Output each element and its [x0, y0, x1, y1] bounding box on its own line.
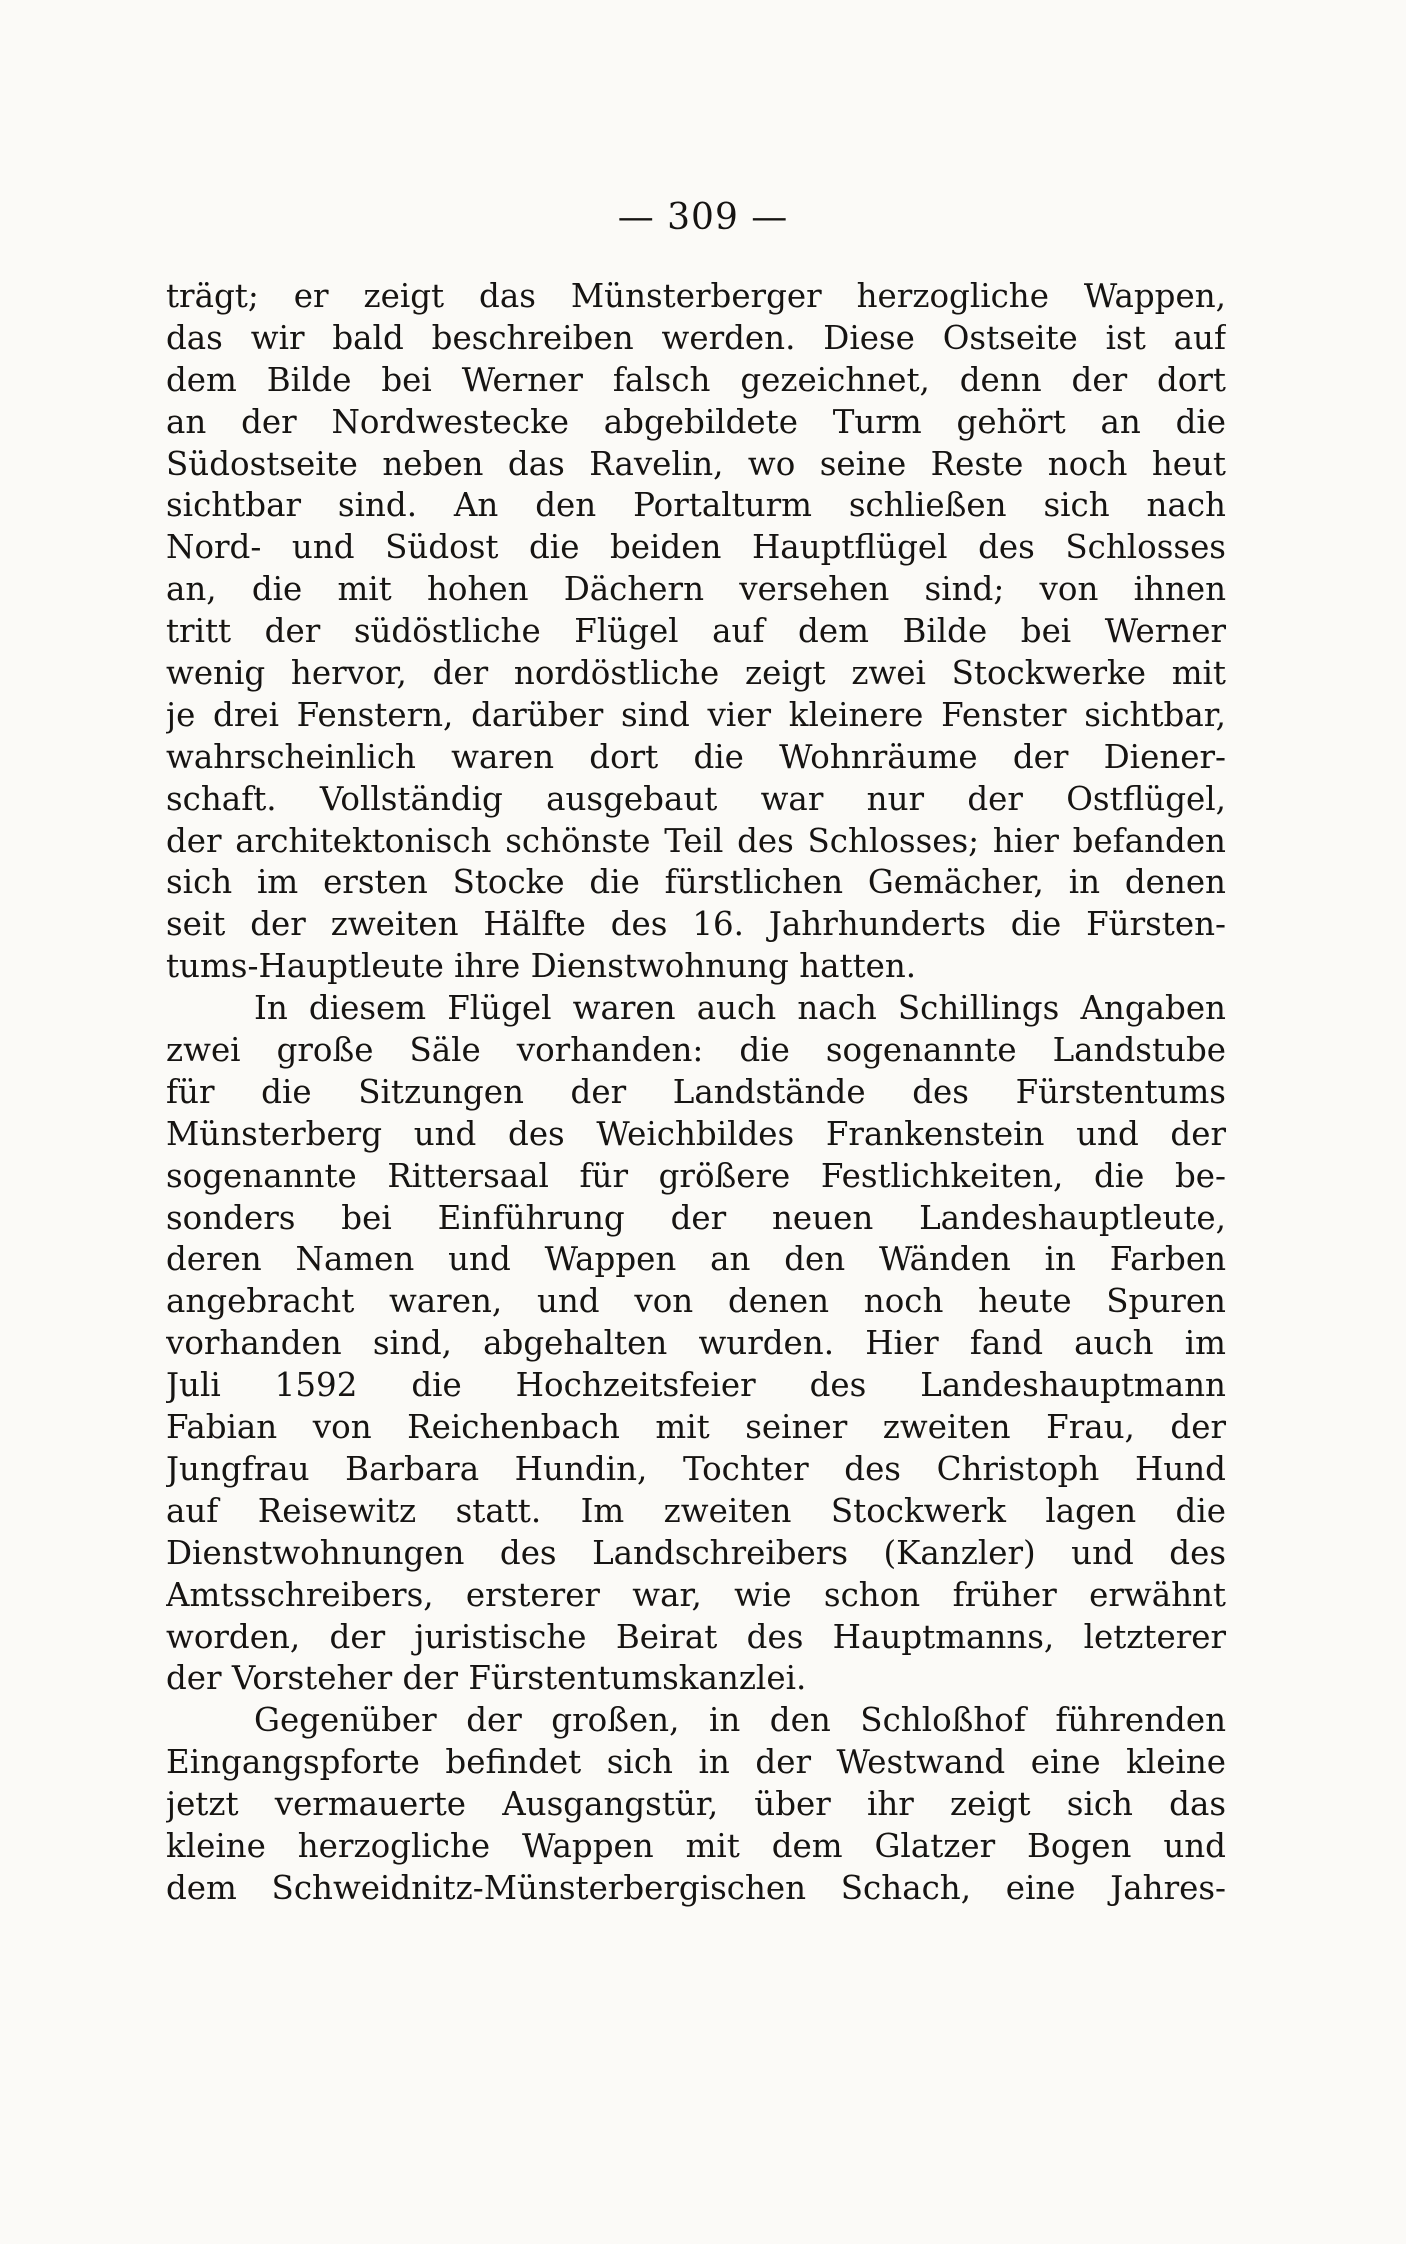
text-line: an der Nordwestecke abgebildete Turm gehört an die: [166, 402, 1226, 441]
text-line: Gegenüber der großen, in den Schloßhof führenden: [254, 1701, 1226, 1740]
text-line: Südostseite neben das Ravelin, wo seine Reste noch heut: [166, 444, 1226, 483]
text-line: an, die mit hohen Dächern versehen sind; von ihnen: [166, 570, 1226, 609]
text-line: angebracht waren, und von denen noch heute Spuren: [166, 1282, 1226, 1321]
text-line: sich im ersten Stocke die fürstlichen Gemächer, in denen: [166, 863, 1226, 902]
text-line: zwei große Säle vorhanden: die sogenannte Landstube: [166, 1031, 1226, 1070]
text-line: Nord- und Südost die beiden Hauptflügel des Schlosses: [166, 528, 1226, 567]
text-line: Fabian von Reichenbach mit seiner zweiten Frau, der: [166, 1408, 1226, 1447]
text-line: Münsterberg und des Weichbildes Frankenstein und der: [166, 1114, 1226, 1153]
text-line: auf Reisewitz statt. Im zweiten Stockwerk lagen die: [166, 1491, 1226, 1530]
text-line: dem Schweidnitz-Münsterbergischen Schach, eine Jahres-: [166, 1868, 1226, 1907]
text-line: Juli 1592 die Hochzeitsfeier des Landeshauptmann: [166, 1366, 1226, 1405]
text-line: der architektonisch schönste Teil des Schlosses; hier befanden: [166, 821, 1226, 860]
text-line: Eingangspforte befindet sich in der Westwand eine kleine: [166, 1743, 1226, 1782]
page-number: — 309 —: [617, 197, 789, 238]
text-line: deren Namen und Wappen an den Wänden in Farben: [166, 1240, 1226, 1279]
text-line: Jungfrau Barbara Hundin, Tochter des Christoph Hund: [166, 1449, 1226, 1488]
text-line: sichtbar sind. An den Portalturm schließen sich nach: [166, 486, 1226, 525]
text-line: schaft. Vollständig ausgebaut war nur der Ostflügel,: [166, 779, 1226, 818]
text-line: tritt der südöstliche Flügel auf dem Bilde bei Werner: [166, 612, 1226, 651]
text-line: dem Bilde bei Werner falsch gezeichnet, denn der dort: [166, 360, 1226, 399]
text-line: worden, der juristische Beirat des Hauptmanns, letzterer: [166, 1617, 1226, 1656]
text-line: sogenannte Rittersaal für größere Festlichkeiten, die be-: [166, 1156, 1226, 1195]
text-line: sonders bei Einführung der neuen Landeshauptleute,: [166, 1198, 1226, 1237]
text-line: für die Sitzungen der Landstände des Fürstentums: [166, 1072, 1226, 1111]
text-line: trägt; er zeigt das Münsterberger herzogliche Wappen,: [166, 277, 1226, 315]
text-line: jetzt vermauerte Ausgangstür, über ihr zeigt sich das: [166, 1785, 1226, 1824]
text-line: seit der zweiten Hälfte des 16. Jahrhunderts die Fürsten-: [166, 905, 1226, 944]
text-line: der Vorsteher der Fürstentumskanzlei.: [166, 1659, 807, 1698]
text-line: je drei Fenstern, darüber sind vier kleinere Fenster sichtbar,: [166, 695, 1226, 734]
text-line: Dienstwohnungen des Landschreibers (Kanzler) und des: [166, 1533, 1226, 1572]
text-line: wenig hervor, der nordöstliche zeigt zwei Stockwerke mit: [166, 654, 1226, 693]
text-line: tums-Hauptleute ihre Dienstwohnung hatten.: [166, 947, 917, 986]
text-line: das wir bald beschreiben werden. Diese Ostseite ist auf: [166, 318, 1226, 357]
text-line: In diesem Flügel waren auch nach Schillings Angaben: [254, 989, 1226, 1028]
text-line: vorhanden sind, abgehalten wurden. Hier fand auch im: [166, 1324, 1226, 1363]
text-line: Amtsschreibers, ersterer war, wie schon früher erwähnt: [166, 1575, 1226, 1614]
text-line: wahrscheinlich waren dort die Wohnräume der Diener-: [166, 737, 1226, 776]
text-line: kleine herzogliche Wappen mit dem Glatzer Bogen und: [166, 1826, 1226, 1865]
body-text: [166, 276, 1226, 1910]
